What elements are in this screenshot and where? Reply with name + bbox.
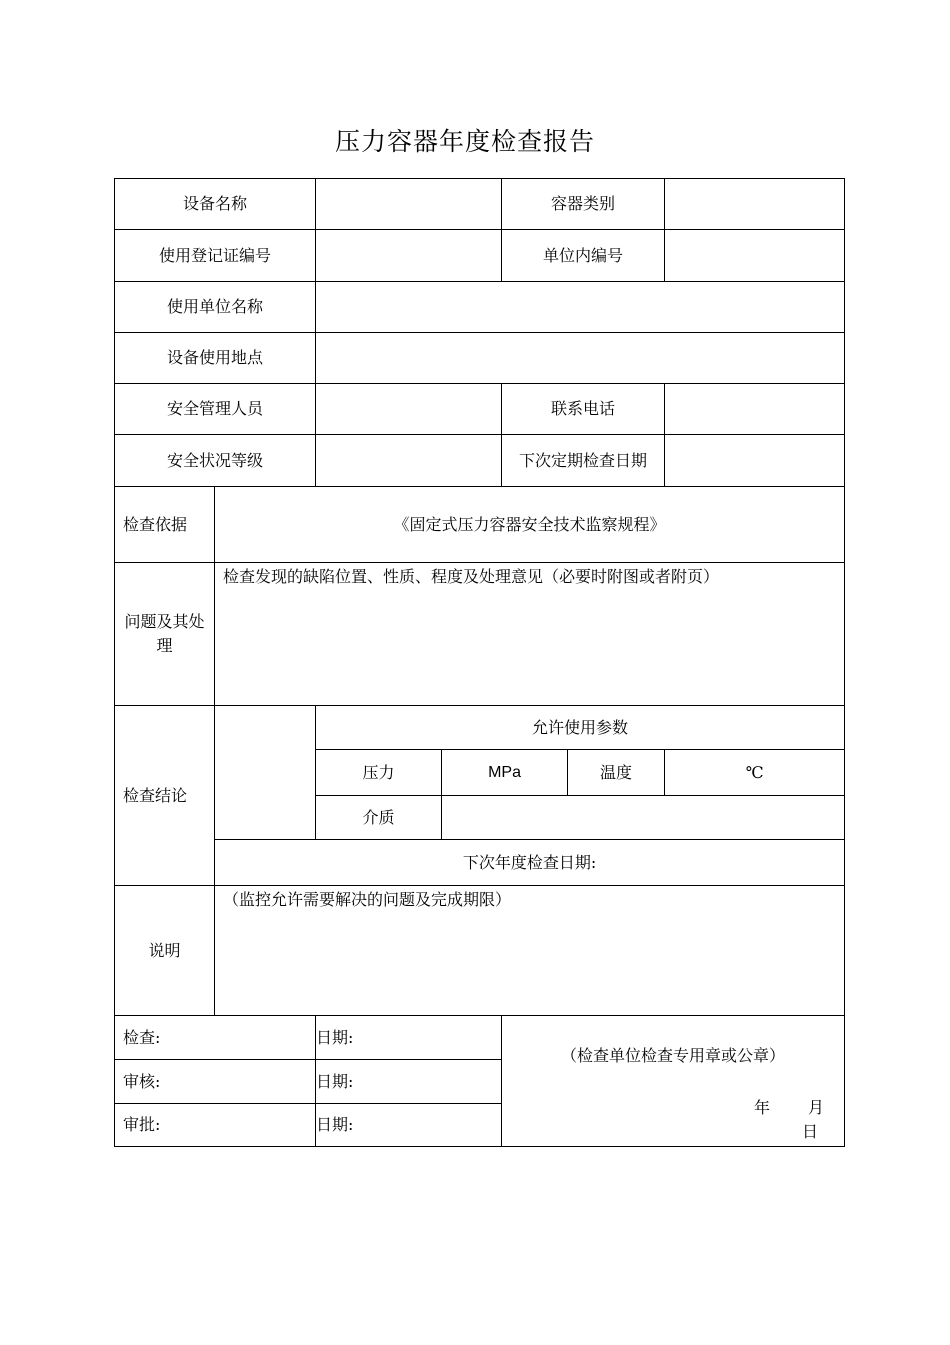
next-periodic-field[interactable] (665, 435, 845, 487)
problems-field[interactable] (215, 563, 845, 706)
review-label: 审核: (123, 1071, 161, 1091)
phone-field[interactable] (665, 384, 845, 435)
safety-manager-label: 安全管理人员 (115, 384, 316, 435)
day-label: 日 (802, 1122, 819, 1141)
user-unit-label: 使用单位名称 (115, 282, 316, 333)
conclusion-result-field[interactable] (215, 706, 316, 840)
basis-label: 检查依据 (115, 487, 215, 563)
approve-date[interactable] (316, 1104, 502, 1147)
device-name-label: 设备名称 (115, 179, 316, 230)
conclusion-label: 检查结论 (115, 706, 215, 886)
year-label: 年 (754, 1098, 771, 1117)
location-field[interactable] (316, 333, 845, 384)
container-type-field[interactable] (665, 179, 845, 230)
check-date-label: 日期: (316, 1027, 354, 1047)
temperature-unit[interactable]: ℃ (665, 750, 845, 796)
unit-internal-label: 单位内编号 (502, 230, 665, 282)
next-periodic-label: 下次定期检查日期 (502, 435, 665, 487)
temperature-label: 温度 (568, 750, 665, 796)
notes-label: 说明 (115, 886, 215, 1016)
review-date-label: 日期: (316, 1071, 354, 1091)
notes-field[interactable] (215, 886, 845, 1016)
page-title: 压力容器年度检查报告 (334, 127, 595, 156)
check-signer[interactable] (115, 1016, 316, 1060)
approve-signer[interactable] (115, 1104, 316, 1147)
approve-date-label: 日期: (316, 1115, 354, 1134)
safety-grade-label: 安全状况等级 (115, 435, 316, 487)
basis-value: 《固定式压力容器安全技术监察规程》 (215, 487, 845, 563)
problems-label-text: 问题及其处理 (124, 612, 205, 655)
medium-label: 介质 (316, 796, 442, 840)
notes-hint: （监控允许需要解决的问题及完成期限） (223, 890, 512, 909)
reg-cert-label: 使用登记证编号 (115, 230, 316, 282)
user-unit-field[interactable] (316, 282, 845, 333)
review-date[interactable] (316, 1060, 502, 1104)
inspection-form (114, 178, 845, 1147)
reg-cert-field[interactable] (316, 230, 502, 282)
problems-label (115, 563, 215, 706)
pressure-label: 压力 (316, 750, 442, 796)
safety-manager-field[interactable] (316, 384, 502, 435)
approve-label: 审批: (123, 1115, 161, 1134)
unit-internal-field[interactable] (665, 230, 845, 282)
phone-label: 联系电话 (502, 384, 665, 435)
medium-field[interactable] (442, 796, 845, 840)
problems-hint: 检查发现的缺陷位置、性质、程度及处理意见（必要时附图或者附页） (223, 567, 720, 586)
check-label: 检查: (123, 1027, 161, 1047)
pressure-unit[interactable]: MPa (442, 750, 568, 796)
container-type-label: 容器类别 (502, 179, 665, 230)
stamp-date (734, 1096, 844, 1144)
review-signer[interactable] (115, 1060, 316, 1104)
safety-grade-field[interactable] (316, 435, 502, 487)
device-name-field[interactable] (316, 179, 502, 230)
check-date[interactable] (316, 1016, 502, 1060)
location-label: 设备使用地点 (115, 333, 316, 384)
stamp-area[interactable] (502, 1016, 845, 1147)
month-label: 月 (808, 1098, 825, 1117)
stamp-text: （检查单位检查专用章或公章） (561, 1046, 786, 1065)
next-annual-label: 下次年度检查日期: (215, 840, 845, 886)
allowed-params-label: 允许使用参数 (316, 706, 845, 750)
